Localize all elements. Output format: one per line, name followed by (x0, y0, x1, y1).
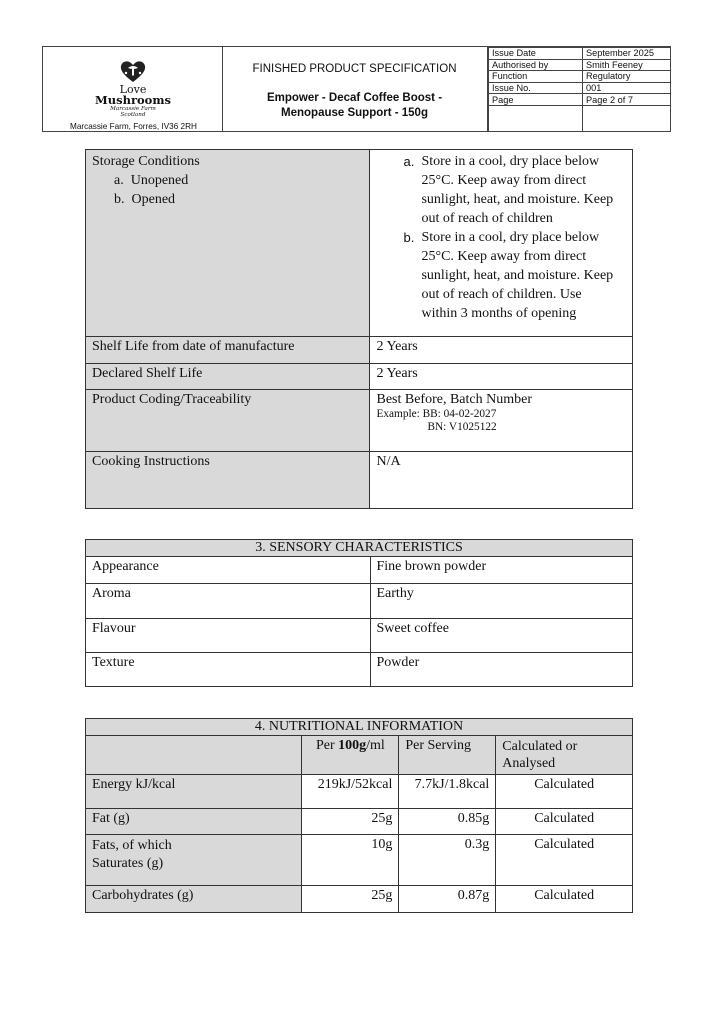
document-meta (488, 47, 671, 131)
shelf-life-row (86, 337, 633, 364)
nutrient-serving: 0.87g (399, 886, 496, 913)
list-marker: b. (403, 230, 415, 245)
nutrition-heading-row (86, 719, 633, 736)
storage-sub-a (92, 171, 363, 190)
storage-option-b-line: within 3 months of opening (421, 306, 577, 321)
storage-option-b (376, 228, 626, 323)
nutrient-calc: Calculated (496, 835, 633, 886)
logo-text-mushrooms: Mushrooms (95, 93, 171, 107)
col-per100g-suffix: /ml (366, 738, 385, 753)
col-per100g-bold: 100g (338, 738, 367, 753)
nutrition-row (86, 886, 633, 913)
meta-row (489, 48, 671, 60)
declared-shelf-life-value: 2 Years (370, 364, 633, 390)
nutrient-label: Fat (g) (86, 809, 302, 835)
meta-key: Page (489, 94, 583, 106)
declared-shelf-life-label: Declared Shelf Life (86, 364, 370, 390)
storage-row (86, 150, 633, 337)
meta-key: Issue Date (489, 48, 583, 60)
meta-value: Regulatory (583, 71, 671, 83)
shelf-life-label: Shelf Life from date of manufacture (86, 337, 370, 364)
storage-option-b-line: 25°C. Keep away from direct (421, 249, 587, 264)
col-calculated-line1: Calculated or (502, 739, 578, 754)
nutrition-row (86, 835, 633, 886)
storage-sub-b (92, 190, 363, 209)
storage-sub-a-text: Unopened (130, 173, 189, 188)
sensory-label: Texture (86, 653, 371, 687)
product-title (222, 91, 487, 121)
nutrition-row (86, 775, 633, 809)
sensory-row (86, 619, 633, 653)
sensory-value: Powder (370, 653, 633, 687)
coding-example-bn: BN: V1025122 (427, 421, 497, 433)
logo-cell (43, 47, 223, 131)
sensory-value: Sweet coffee (370, 619, 633, 653)
col-calculated (496, 736, 633, 775)
storage-table (85, 149, 633, 509)
storage-label-cell (86, 150, 370, 337)
sensory-label: Appearance (86, 557, 371, 584)
declared-shelf-life-row (86, 364, 633, 390)
cooking-label: Cooking Instructions (86, 452, 370, 509)
storage-option-a-line: sunlight, heat, and moisture. Keep (421, 192, 614, 207)
meta-blank-cell (583, 105, 671, 131)
storage-option-b-line: sunlight, heat, and moisture. Keep (421, 268, 614, 283)
document-header (42, 46, 671, 132)
nutrition-header-blank (86, 736, 302, 775)
nutrient-label: Energy kJ/kcal (86, 775, 302, 809)
storage-option-b-line: Store in a cool, dry place below (421, 230, 600, 245)
sensory-value: Earthy (370, 584, 633, 619)
nutrient-per100: 219kJ/52kcal (302, 775, 399, 809)
storage-sub-b-text: Opened (131, 192, 176, 207)
nutrient-per100: 10g (302, 835, 399, 886)
meta-table (488, 47, 671, 132)
sensory-label: Aroma (86, 584, 371, 619)
sensory-heading: 3. SENSORY CHARACTERISTICS (86, 540, 633, 557)
nutrition-column-header-row (86, 736, 633, 775)
sensory-row (86, 653, 633, 687)
sensory-value: Fine brown powder (370, 557, 633, 584)
list-marker: b. (114, 192, 125, 207)
nutrient-label (86, 835, 302, 886)
sensory-heading-row (86, 540, 633, 557)
storage-label: Storage Conditions (92, 154, 200, 169)
nutrition-table (85, 718, 633, 913)
nutrition-heading: 4. NUTRITIONAL INFORMATION (86, 719, 633, 736)
product-title-line1: Empower - Decaf Coffee Boost - (266, 92, 443, 104)
meta-row (489, 59, 671, 71)
nutrient-label-line2: Saturates (g) (92, 856, 164, 871)
sensory-table (85, 539, 633, 687)
nutrient-serving: 0.3g (399, 835, 496, 886)
meta-value: Smith Feeney (583, 59, 671, 71)
coding-example-bb: Example: BB: 04-02-2027 (376, 408, 497, 420)
storage-option-a-line: Store in a cool, dry place below (421, 154, 600, 169)
list-marker: a. (114, 173, 124, 188)
coding-value-cell (370, 390, 633, 452)
mushroom-heart-icon (119, 59, 147, 83)
meta-key: Function (489, 71, 583, 83)
col-per-serving: Per Serving (399, 736, 496, 775)
col-calculated-line2: Analysed (502, 756, 556, 771)
logo-text-love: Love (119, 83, 147, 96)
meta-value: September 2025 (583, 48, 671, 60)
nutrition-row (86, 809, 633, 835)
logo-text-farm: Marcassie Farm (110, 106, 156, 112)
coding-label: Product Coding/Traceability (86, 390, 370, 452)
nutrient-calc: Calculated (496, 775, 633, 809)
list-marker: a. (403, 154, 415, 169)
meta-row-blank (489, 105, 671, 131)
meta-blank-cell (489, 105, 583, 131)
nutrient-calc: Calculated (496, 886, 633, 913)
cooking-row (86, 452, 633, 509)
nutrient-label-line1: Fats, of which (92, 838, 172, 853)
meta-row (489, 71, 671, 83)
coding-row (86, 390, 633, 452)
meta-key: Authorised by (489, 59, 583, 71)
nutrient-per100: 25g (302, 886, 399, 913)
nutrient-serving: 7.7kJ/1.8kcal (399, 775, 496, 809)
sensory-row (86, 557, 633, 584)
col-per100g (302, 736, 399, 775)
meta-value: 001 (583, 82, 671, 94)
product-title-line2: Menopause Support - 150g (281, 107, 428, 119)
sensory-label: Flavour (86, 619, 371, 653)
storage-option-a-line: out of reach of children (421, 211, 553, 226)
title-cell (222, 47, 488, 131)
shelf-life-value: 2 Years (370, 337, 633, 364)
cooking-value: N/A (370, 452, 633, 509)
storage-option-b-line: out of reach of children. Use (421, 287, 582, 302)
meta-row (489, 94, 671, 106)
nutrient-label: Carbohydrates (g) (86, 886, 302, 913)
sensory-row (86, 584, 633, 619)
company-address: Marcassie Farm, Forres, IV36 2RH (70, 122, 197, 131)
nutrient-serving: 0.85g (399, 809, 496, 835)
storage-value-cell (370, 150, 633, 337)
col-per100g-prefix: Per (315, 738, 339, 753)
nutrient-calc: Calculated (496, 809, 633, 835)
storage-option-a-line: 25°C. Keep away from direct (421, 173, 587, 188)
brand-logo (88, 59, 178, 119)
spec-title: FINISHED PRODUCT SPECIFICATION (252, 63, 457, 75)
meta-value: Page 2 of 7 (583, 94, 671, 106)
meta-row (489, 82, 671, 94)
storage-option-a (376, 152, 626, 228)
nutrient-per100: 25g (302, 809, 399, 835)
logo-text-scotland: Scotland (120, 112, 146, 118)
coding-value: Best Before, Batch Number (376, 392, 532, 407)
meta-key: Issue No. (489, 82, 583, 94)
